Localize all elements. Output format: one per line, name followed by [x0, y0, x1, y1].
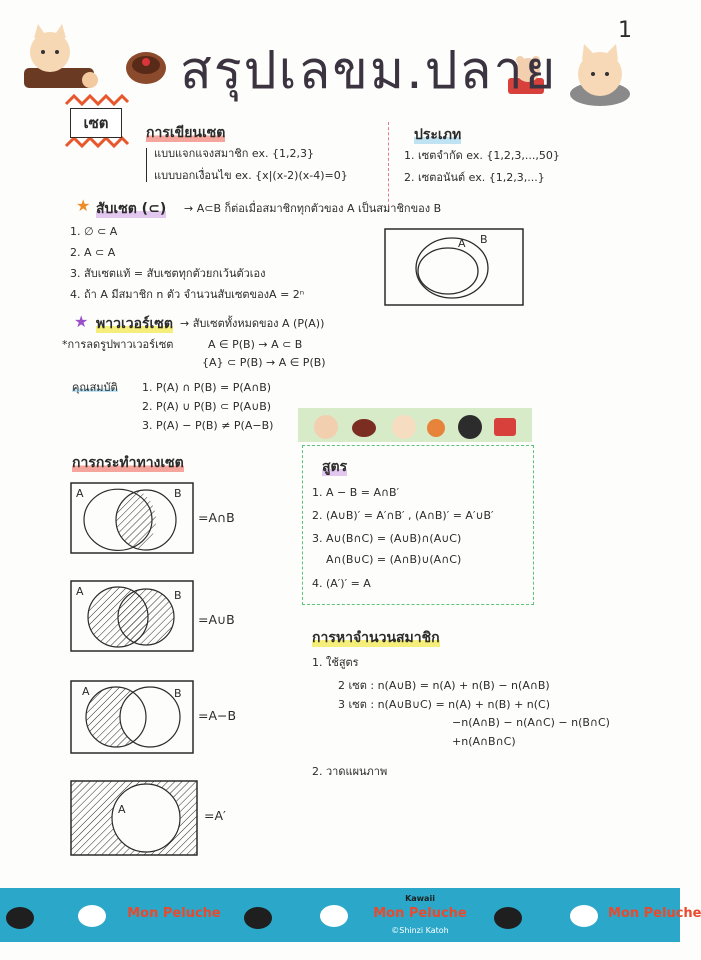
- subset-definition: → A⊂B ก็ต่อเมื่อสมาชิกทุกตัวของ A เป็นสมาชิกของ B: [184, 202, 442, 215]
- property-2: 2. P(A) ∪ P(B) ⊂ P(A∪B): [142, 400, 272, 413]
- venn-complement: [70, 780, 198, 856]
- star-icon: ★: [76, 196, 91, 215]
- subset-item-2: 2. A ⊂ A: [70, 246, 116, 259]
- tape-brand-right: Mon Peluche: [608, 906, 701, 921]
- tape-brand: Mon Peluche: [373, 906, 467, 921]
- counting-heading: การหาจำนวนสมาชิก: [312, 627, 440, 649]
- divider-dashed: [388, 122, 389, 212]
- subset-diagram-label-a: A: [458, 237, 466, 250]
- venn-4-label-a: A: [118, 803, 126, 816]
- tape-credit: ©Shinzi Katoh: [391, 926, 449, 935]
- cat-cake-sticker: [20, 24, 106, 94]
- set-label-box: [70, 108, 122, 138]
- venn-2-label-a: A: [76, 585, 84, 598]
- sticker-strip: [298, 408, 532, 442]
- tape-brand-top: Kawaii: [405, 894, 435, 903]
- cat-cup-sticker: [566, 42, 634, 108]
- formula-3b: A∩(B∪C) = (A∩B)∪(A∩C): [312, 553, 462, 566]
- venn-2-label-b: B: [174, 589, 182, 602]
- types-item-2: 2. เซตอนันต์ ex. {1,2,3,...}: [404, 171, 545, 184]
- counting-three-sets-1: 3 เซต : n(A∪B∪C) = n(A) + n(B) + n(C): [338, 698, 551, 711]
- star-purple-icon: ★: [74, 312, 89, 331]
- properties-label: คุณสมบัติ: [72, 381, 118, 394]
- page-title: สรุปเลขม.ปลาย: [180, 41, 558, 101]
- venn-4-result: =A′: [204, 808, 226, 823]
- subset-item-3: 3. สับเซตแท้ = สับเซตทุกตัวยกเว้นตัวเอง: [70, 267, 266, 280]
- counting-step-2: 2. วาดแผนภาพ: [312, 765, 388, 778]
- counting-three-sets-2: −n(A∩B) − n(A∩C) − n(B∩C): [452, 716, 610, 729]
- bunny-icons: [0, 888, 701, 942]
- cats-sweets-icons: [298, 408, 532, 442]
- writing-bracket: [146, 148, 153, 182]
- property-3: 3. P(A) − P(B) ≠ P(A−B): [142, 419, 274, 432]
- formula-2: 2. (A∪B)′ = A′∩B′ , (A∩B)′ = A′∪B′: [312, 509, 494, 522]
- writing-item-2: แบบบอกเงื่อนไข ex. {x|(x-2)(x-4)=0}: [154, 169, 348, 182]
- formula-3: 3. A∪(B∩C) = (A∪B)∩(A∪C): [312, 532, 462, 545]
- venn-3-label-a: A: [82, 685, 90, 698]
- venn-2-result: =A∪B: [198, 612, 235, 627]
- formula-4: 4. (A′)′ = A: [312, 577, 371, 590]
- subset-diagram: [384, 228, 524, 306]
- powerset-check-label: *การลดรูปพาวเวอร์เซต: [62, 338, 174, 351]
- donut-sticker: [124, 48, 168, 86]
- writing-heading: การเขียนเซต: [146, 122, 225, 144]
- operations-heading: การกระทำทางเซต: [72, 452, 184, 474]
- counting-three-sets-3: +n(A∩B∩C): [452, 735, 516, 748]
- writing-item-1: แบบแจกแจงสมาชิก ex. {1,2,3}: [154, 147, 314, 160]
- page-number: 1: [618, 18, 632, 43]
- counting-two-sets: 2 เซต : n(A∪B) = n(A) + n(B) − n(A∩B): [338, 679, 550, 692]
- venn-1-result: =A∩B: [198, 510, 235, 525]
- powerset-definition: → สับเซตทั้งหมดของ A (P(A)): [180, 317, 325, 330]
- tape-brand-left: Mon Peluche: [127, 906, 221, 921]
- bottom-tape: [0, 888, 701, 942]
- venn-1-label-a: A: [76, 487, 84, 500]
- powerset-heading: พาวเวอร์เซต: [96, 313, 173, 335]
- counting-step-1: 1. ใช้สูตร: [312, 656, 359, 669]
- formula-1: 1. A − B = A∩B′: [312, 486, 400, 499]
- subset-item-4: 4. ถ้า A มีสมาชิก n ตัว จำนวนสับเซตของA = 2ⁿ: [70, 288, 305, 301]
- subset-item-1: 1. ∅ ⊂ A: [70, 225, 118, 238]
- set-label: เซต: [83, 114, 109, 132]
- powerset-check-2: {A} ⊂ P(B) → A ∈ P(B): [202, 356, 326, 369]
- powerset-check-1: A ∈ P(B) → A ⊂ B: [208, 338, 303, 351]
- subset-diagram-label-b: B: [480, 233, 488, 246]
- venn-3-result: =A−B: [198, 708, 237, 723]
- venn-1-label-b: B: [174, 487, 182, 500]
- types-item-1: 1. เซตจำกัด ex. {1,2,3,...,50}: [404, 149, 560, 162]
- subset-heading: สับเซต (⊂): [96, 198, 166, 220]
- formulas-heading: สูตร: [322, 456, 347, 478]
- venn-3-label-b: B: [174, 687, 182, 700]
- types-heading: ประเภท: [414, 124, 461, 146]
- property-1: 1. P(A) ∩ P(B) = P(A∩B): [142, 381, 272, 394]
